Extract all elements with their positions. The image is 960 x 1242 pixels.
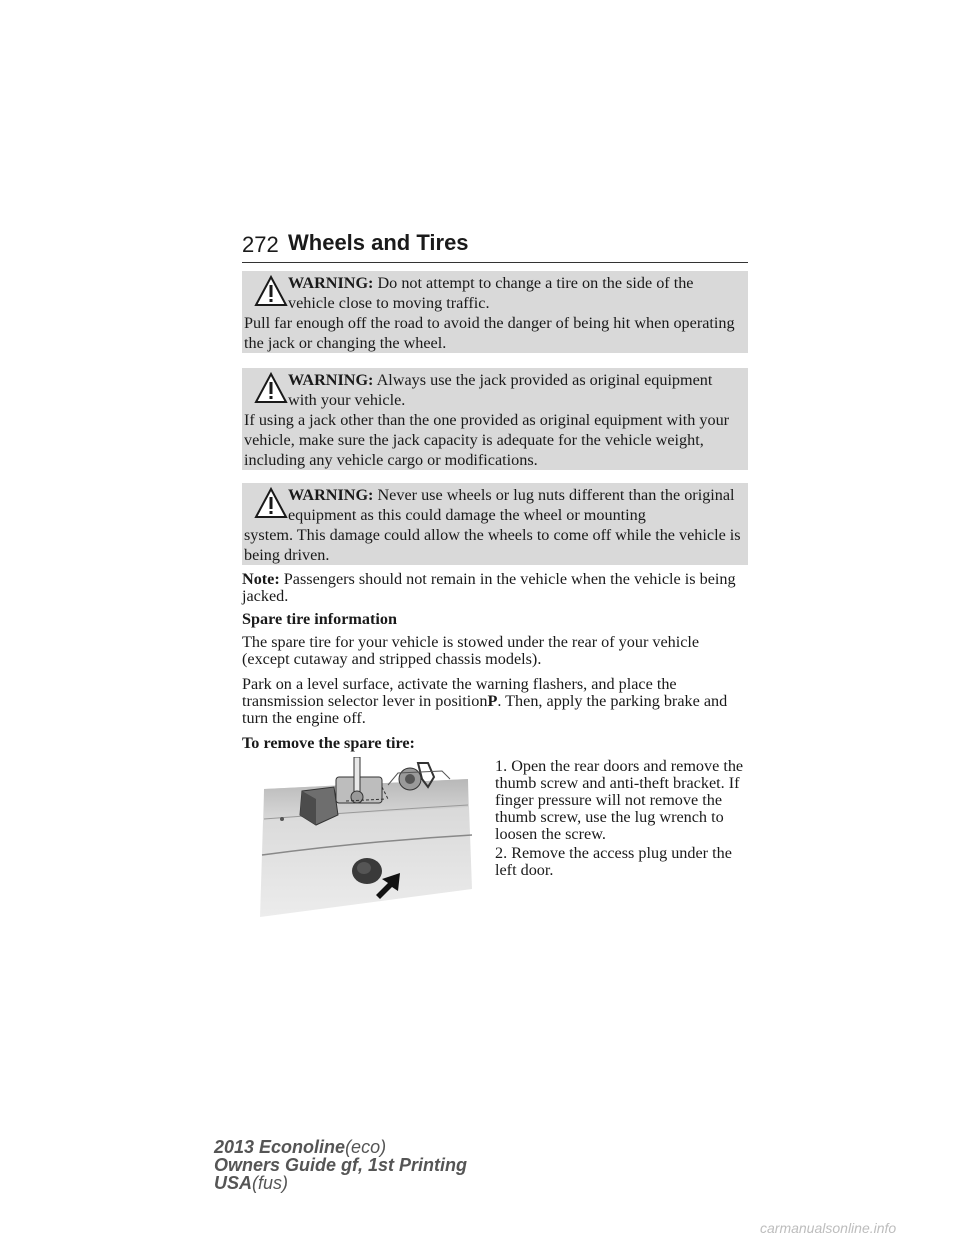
note-text: Passengers should not remain in the vehicle when the vehicle is being jacked. bbox=[242, 570, 736, 605]
document-footer bbox=[214, 1138, 467, 1192]
spare-heading bbox=[242, 611, 748, 628]
spare-tire-bracket-illustration bbox=[258, 757, 474, 919]
warning-lead bbox=[244, 485, 742, 525]
warning-text: Never use wheels or lug nuts different than the original equipment as this could damage the wheel or mounting bbox=[288, 486, 735, 524]
page-header bbox=[242, 228, 748, 263]
warning-triangle-icon bbox=[254, 487, 288, 519]
footer-line-1 bbox=[214, 1138, 467, 1156]
note-paragraph bbox=[242, 571, 748, 605]
section-title: Wheels and Tires bbox=[288, 230, 469, 255]
warning-text-rest: If using a jack other than the one provided as original equipment with your vehicle, make sure the jack capacity is adequate for the vehicle weight, including any vehicle cargo or modifications. bbox=[244, 411, 730, 469]
warning-box bbox=[242, 483, 748, 565]
step-1: 1. Open the rear doors and remove the thumb screw and anti-theft bracket. If finger pressure will not remove the thumb screw, use the lug wrench to loosen the screw. bbox=[495, 757, 744, 843]
footer-region: USA bbox=[214, 1173, 253, 1193]
park-paragraph bbox=[242, 676, 748, 727]
step-2: 2. Remove the access plug under the left door. bbox=[495, 844, 732, 879]
warning-triangle-icon bbox=[254, 372, 288, 404]
park-position: P bbox=[487, 692, 498, 710]
footer-model: 2013 Econoline bbox=[214, 1137, 346, 1157]
warning-text-rest: system. This damage could allow the wheels to come off while the vehicle is being driven. bbox=[244, 526, 741, 564]
park-text-before: Park on a level surface, activate the warning flashers, and place the transmission selector lever in position bbox=[242, 675, 677, 710]
footer-region-code: (fus) bbox=[252, 1173, 289, 1193]
footer-model-code: (eco) bbox=[345, 1137, 387, 1157]
warning-label: WARNING: bbox=[288, 371, 374, 389]
warning-label: WARNING: bbox=[288, 486, 374, 504]
warning-text: Do not attempt to change a tire on the side of the vehicle close to moving traffic. bbox=[288, 274, 694, 312]
footer-line-3 bbox=[214, 1174, 467, 1192]
warning-triangle-icon bbox=[254, 275, 288, 307]
park-text-after: . Then, apply the parking brake and turn the engine off. bbox=[242, 692, 728, 727]
warning-box bbox=[242, 368, 748, 470]
note-label: Note: bbox=[242, 570, 280, 588]
footer-line-2: Owners Guide gf, 1st Printing bbox=[214, 1155, 468, 1175]
warning-text-rest: Pull far enough off the road to avoid the danger of being hit when operating the jack or changing the wheel. bbox=[244, 314, 735, 352]
spare-paragraph: The spare tire for your vehicle is stowed under the rear of your vehicle (except cutaway and stripped chassis models). bbox=[242, 633, 700, 668]
warning-lead bbox=[244, 273, 742, 313]
warning-label: WARNING: bbox=[288, 274, 374, 292]
remove-heading bbox=[242, 735, 748, 752]
watermark-text: carmanualsonline.info bbox=[760, 1220, 897, 1236]
warning-text: Always use the jack provided as original equipment with your vehicle. bbox=[288, 371, 713, 409]
warning-box bbox=[242, 271, 748, 353]
page-number: 272 bbox=[242, 232, 279, 257]
remove-heading-text: To remove the spare tire: bbox=[242, 734, 415, 752]
spare-heading-text: Spare tire information bbox=[242, 610, 397, 628]
warning-lead bbox=[244, 370, 742, 410]
